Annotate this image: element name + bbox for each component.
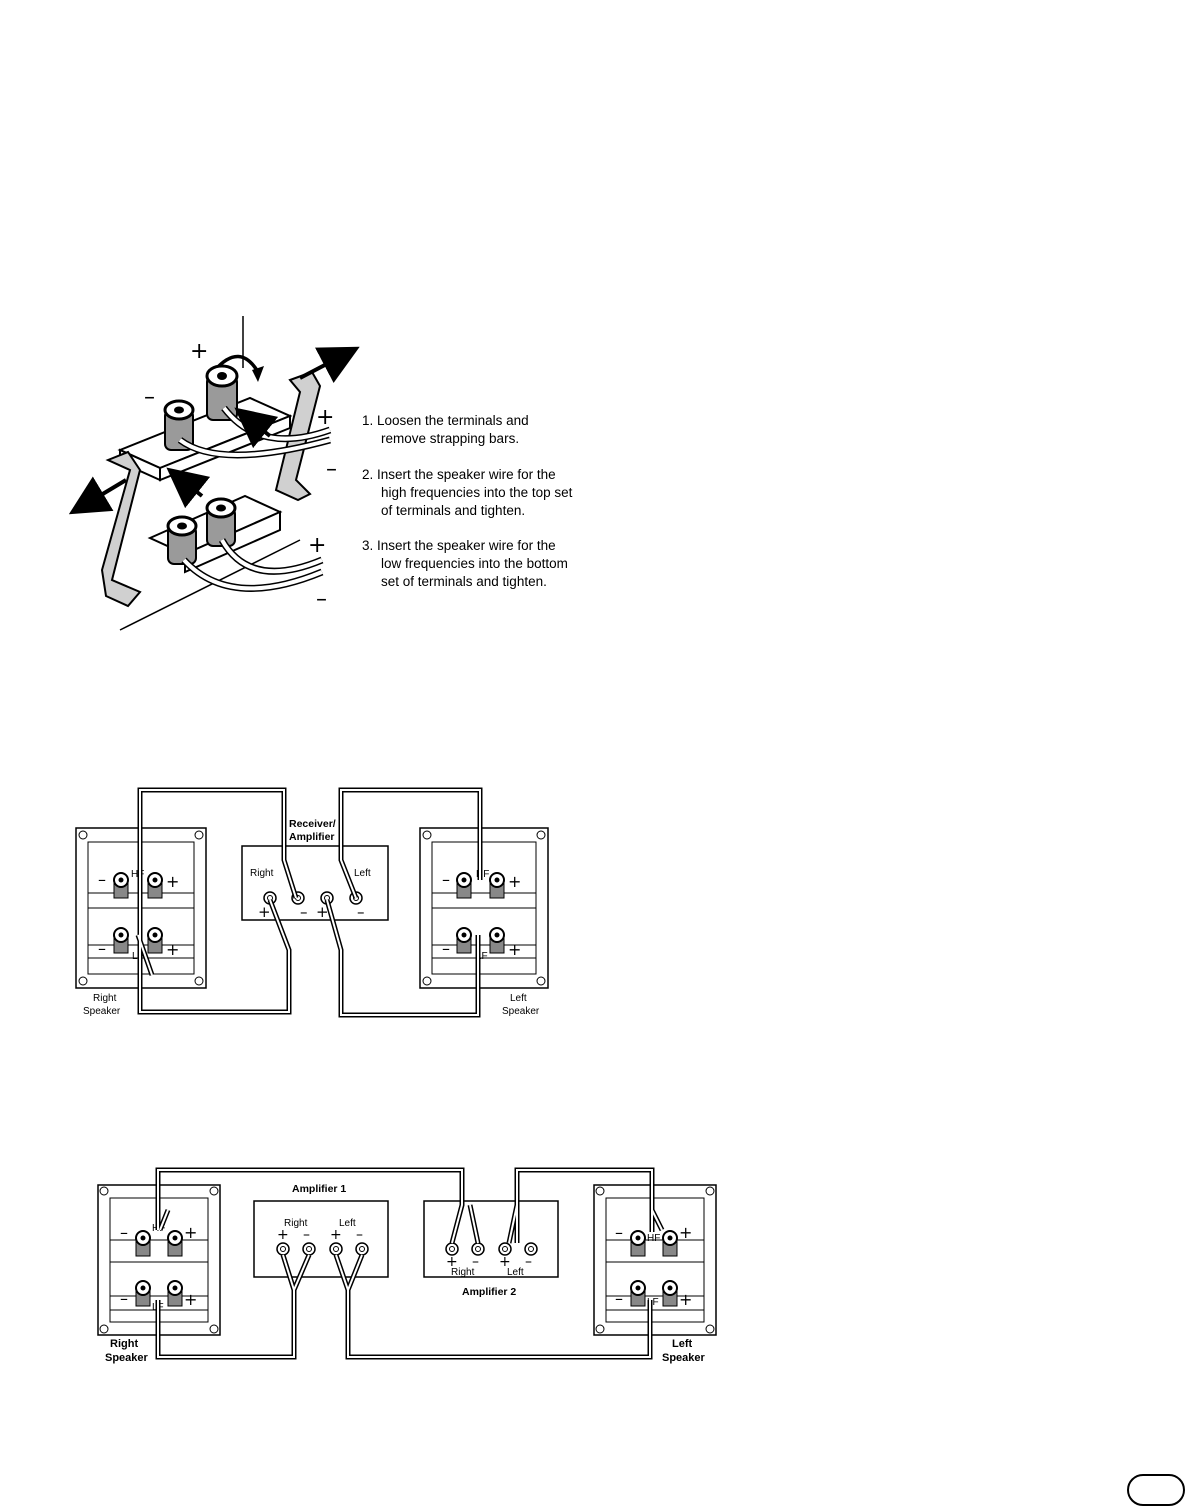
plus-sign: + [258,903,271,921]
plus-sign: + [166,872,180,891]
left-speaker-label: Speaker [662,1352,705,1364]
right-speaker-label: Speaker [83,1006,121,1017]
minus-sign: – [120,1289,128,1308]
hf-label: HF [476,869,490,880]
right-speaker-label: Right [110,1338,139,1350]
minus-sign: – [615,1223,623,1242]
plus-sign: + [184,1290,198,1309]
polarity-plus: + [308,533,327,558]
plus-sign: + [330,1227,342,1243]
lf-label: LF [647,1297,659,1308]
page-number-badge [1128,1475,1184,1505]
minus-sign: – [98,870,106,889]
lf-label: LF [476,951,488,962]
plus-sign: + [277,1227,289,1243]
step-1-line-1: 1. Loosen the terminals and [362,413,529,428]
right-speaker-label: Right [93,993,117,1004]
minus-sign: – [356,1227,363,1243]
receiver-label: Amplifier [289,831,335,843]
minus-sign: – [525,1254,532,1270]
channel-right-label: Right [451,1267,475,1278]
channel-right-label: Right [250,868,274,879]
left-speaker-label: Left [672,1338,693,1350]
step-2-line-2: high frequencies into the top set [381,485,573,500]
step-3-line-2: low frequencies into the bottom [381,556,568,571]
hf-label: HF [131,869,145,880]
left-speaker-panel [420,828,548,988]
polarity-plus: + [316,405,335,430]
polarity-minus: – [326,457,337,482]
step-2-line-1: 2. Insert the speaker wire for the [362,467,556,482]
lf-label: LF [132,951,144,962]
hf-label: HF [152,1223,166,1234]
plus-sign: + [316,903,329,921]
minus-sign: – [442,939,450,958]
polarity-minus: – [144,385,155,410]
plus-sign: + [184,1223,198,1242]
minus-sign: – [615,1289,623,1308]
minus-sign: – [442,870,450,889]
left-speaker-panel [594,1185,716,1335]
receiver-label: Receiver/ [289,818,336,830]
lf-label: LF [152,1302,164,1313]
insert-arrow-icon [182,480,202,496]
biwire-diagram [76,790,548,1017]
minus-sign: – [472,1254,479,1270]
speaker-wires [158,1170,662,1357]
binding-post-illustration [86,316,342,630]
polarity-minus: – [316,587,327,612]
pull-bar-arrow-icon [300,356,342,378]
channel-left-label: Left [507,1267,524,1278]
polarity-plus: + [190,339,209,364]
amplifier-1-panel [254,1201,388,1277]
strapping-bar-left [102,452,140,606]
biamp-diagram [98,1170,716,1364]
plus-sign: + [679,1223,693,1242]
amplifier-2-panel [424,1201,558,1277]
pull-bar-arrow-icon [86,480,126,504]
step-3-line-1: 3. Insert the speaker wire for the [362,538,556,553]
channel-left-label: Left [339,1218,356,1229]
plus-sign: + [508,872,522,891]
amplifier-1-label: Amplifier 1 [292,1183,347,1195]
channel-right-label: Right [284,1218,308,1229]
step-1-line-2: remove strapping bars. [381,431,520,446]
minus-sign: – [303,1227,310,1243]
plus-sign: + [508,940,522,959]
minus-sign: – [120,1223,128,1242]
plus-sign: + [446,1254,458,1270]
minus-sign: – [98,939,106,958]
amplifier-2-label: Amplifier 2 [462,1286,517,1298]
left-speaker-label: Speaker [502,1006,540,1017]
hf-label: HF [647,1233,661,1244]
plus-sign: + [499,1254,511,1270]
minus-sign: – [300,903,308,921]
instruction-list [362,413,573,589]
channel-left-label: Left [354,868,371,879]
step-3-line-3: set of terminals and tighten. [381,574,547,589]
left-speaker-label: Left [510,993,527,1004]
plus-sign: + [679,1290,693,1309]
plus-sign: + [166,940,180,959]
step-2-line-3: of terminals and tighten. [381,503,526,518]
right-speaker-label: Speaker [105,1352,148,1364]
minus-sign: – [357,903,365,921]
